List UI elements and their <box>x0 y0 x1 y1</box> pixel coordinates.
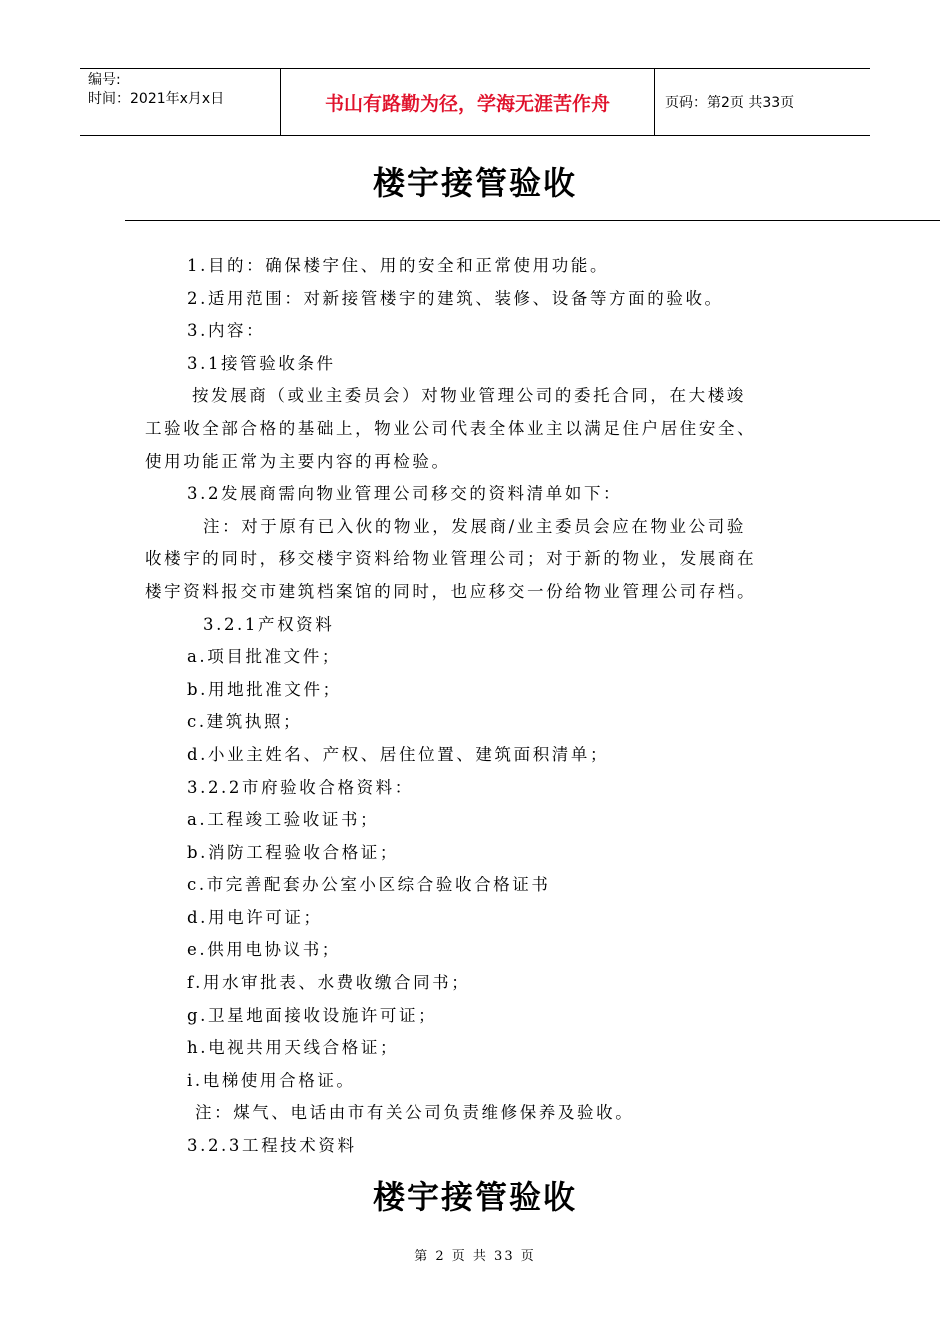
body-line: 按发展商（或业主委员会）对物业管理公司的委托合同，在大楼竣 <box>192 386 746 406</box>
body-line: e.供用电协议书； <box>187 940 341 960</box>
body-line: 1.目的：确保楼宇住、用的安全和正常使用功能。 <box>187 256 610 275</box>
page-footer: 第 2 页 共 33 页 <box>414 1249 536 1264</box>
body-line: a.项目批准文件； <box>187 647 341 667</box>
body-line: 3.1接管验收条件 <box>187 353 336 373</box>
header-motto: 书山有路勤为径，学海无涯苦作舟 <box>281 69 655 135</box>
body-line: 注：对于原有已入伙的物业，发展商/业主委员会应在物业公司验 <box>203 516 746 536</box>
header-page-info: 页码：第2页 共33页 <box>665 95 795 111</box>
body-line: a.工程竣工验收证书； <box>187 810 380 830</box>
page-header <box>80 68 870 136</box>
body-line: d.用电许可证； <box>187 907 323 927</box>
header-meta <box>80 69 281 135</box>
body-line: c.市完善配套办公室小区综合验收合格证书 <box>187 875 551 895</box>
body-line: f.用水审批表、水费收缴合同书； <box>187 973 471 993</box>
document-title: 楼宇接管验收 <box>372 164 577 202</box>
body-line: 3.2.2市府验收合格资料： <box>187 777 414 797</box>
body-line: d.小业主姓名、产权、居住位置、建筑面积清单； <box>187 744 610 764</box>
body-line: b.消防工程验收合格证； <box>187 842 400 862</box>
repeat-title: 楼宇接管验收 <box>372 1178 577 1216</box>
document-body <box>145 250 815 1163</box>
body-line: i.电梯使用合格证。 <box>187 1070 356 1090</box>
body-line: 楼宇资料报交市建筑档案馆的同时，也应移交一份给物业管理公司存档。 <box>145 581 757 601</box>
body-line: h.电视共用天线合格证； <box>187 1038 400 1058</box>
body-line: b.用地批准文件； <box>187 679 342 699</box>
body-line: 3.2.3工程技术资料 <box>187 1136 357 1156</box>
body-line: 2.适用范围：对新接管楼宇的建筑、装修、设备等方面的验收。 <box>187 288 724 308</box>
body-line: 3.内容： <box>187 321 266 341</box>
body-line: 收楼宇的同时，移交楼宇资料给物业管理公司；对于新的物业，发展商在 <box>145 549 757 569</box>
body-line: g.卫星地面接收设施许可证； <box>187 1005 438 1025</box>
body-line: c.建筑执照； <box>187 712 303 732</box>
body-line: 注：煤气、电话由市有关公司负责维修保养及验收。 <box>195 1103 635 1123</box>
title-divider <box>125 220 940 221</box>
body-line: 工验收全部合格的基础上，物业公司代表全体业主以满足住户居住安全、 <box>145 418 757 438</box>
body-line: 使用功能正常为主要内容的再检验。 <box>145 451 451 471</box>
body-line: 3.2.1产权资料 <box>203 614 335 634</box>
number-label: 编号: <box>88 72 121 88</box>
date-label: 时间：2021年x月x日 <box>88 91 225 107</box>
body-line: 3.2发展商需向物业管理公司移交的资料清单如下： <box>187 484 623 504</box>
